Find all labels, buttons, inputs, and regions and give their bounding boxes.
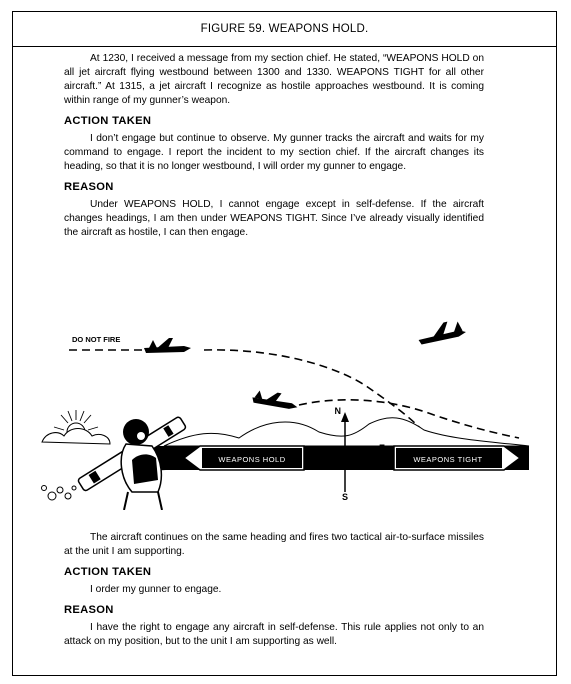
- scenario-paragraph: At 1230, I received a message from my section chief. He stated, “WEAPONS HOLD on all jet aircraft flying westbound between 1300 and 1330. WEAPONS TIGHT for all other aircraft.” At 1315, a jet aircraft I recognize as hostile approaches westbound. It is coming within range of my gunner’s weapon.: [64, 53, 484, 106]
- action-taken-heading-2: ACTION TAKEN: [64, 566, 152, 578]
- scenario-block-2: [64, 531, 484, 649]
- cloud-shape: [42, 429, 110, 445]
- compass-south-label: S: [341, 492, 349, 502]
- scenario-paragraph-2: The aircraft continues on the same heading and fires two tactical air-to-surface missiles at the unit I am supporting.: [64, 532, 484, 557]
- flight-path-upper: [69, 350, 424, 432]
- reason-heading: REASON: [64, 181, 114, 193]
- reason-paragraph: Under WEAPONS HOLD, I cannot engage except in self-defense. If the aircraft changes headings, I am then under WEAPONS TIGHT. Since I’ve already visually identified the aircraft as hostile, I can then engage.: [64, 199, 484, 238]
- jet-aircraft-middle: [252, 388, 300, 410]
- weapons-hold-label: WEAPONS HOLD: [218, 455, 286, 464]
- reason-paragraph-2: I have the right to engage any aircraft in self-defense. This rule applies not only to an attack on my position, but to the unit I am supporting as well.: [64, 622, 484, 647]
- do-not-fire-label: DO NOT FIRE: [72, 335, 121, 344]
- weapons-hold-arrow: [184, 446, 304, 470]
- weapons-hold-illustration: [24, 320, 544, 510]
- weapons-tight-label: WEAPONS TIGHT: [413, 455, 483, 464]
- compass-east-label: E: [378, 443, 386, 453]
- gunner-helmet: [123, 419, 149, 445]
- scenario-block-1: [64, 52, 484, 240]
- jet-aircraft-upper-right: [416, 320, 466, 345]
- weapons-tight-arrow: [394, 446, 520, 470]
- launcher-exhaust-icon: [42, 486, 77, 501]
- figure-title: FIGURE 59. WEAPONS HOLD.: [13, 12, 556, 47]
- compass-west-label: W: [307, 453, 317, 463]
- action-taken-heading: ACTION TAKEN: [64, 115, 152, 127]
- action-taken-paragraph-2: I order my gunner to engage.: [90, 584, 222, 595]
- compass-north-label: N: [334, 406, 341, 416]
- jet-aircraft-left: [144, 338, 191, 353]
- reason-heading-2: REASON: [64, 604, 114, 616]
- action-taken-paragraph: I don’t engage but continue to observe. My gunner tracks the aircraft and waits for my command to engage. I report the incident to my section chief. If the aircraft changes its heading, so that it is no longer westbound, I will order my gunner to engage.: [64, 133, 484, 172]
